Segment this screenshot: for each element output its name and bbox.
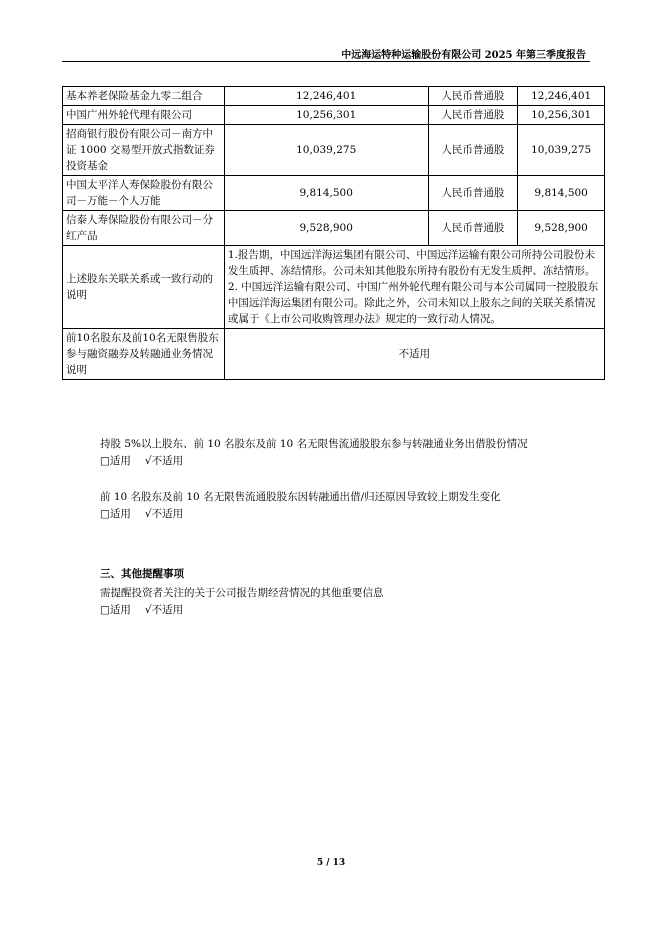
share-type: 人民币普通股 — [428, 106, 518, 125]
holder-name: 中国广州外轮代理有限公司 — [63, 106, 225, 125]
table-row — [63, 246, 605, 329]
share-type: 人民币普通股 — [428, 211, 518, 246]
holder-shares: 10,039,275 — [224, 125, 428, 176]
change-options — [100, 506, 501, 523]
table-row — [63, 329, 605, 380]
share-count: 10,256,301 — [518, 106, 605, 125]
relation-label: 上述股东关联关系或一致行动的说明 — [63, 246, 225, 329]
share-count: 10,039,275 — [518, 125, 605, 176]
applicable-checkbox: □适用 — [100, 455, 131, 467]
margin-trading-label: 前10名股东及前10名无限售股东参与融资融券及转融通业务情况说明 — [63, 329, 225, 380]
page-header-title: 中远海运特种运输股份有限公司 2025 年第三季度报告 — [341, 50, 586, 61]
share-type: 人民币普通股 — [428, 87, 518, 106]
other-options — [100, 602, 384, 619]
other-section — [100, 585, 384, 619]
table-row — [63, 87, 605, 106]
applicable-checkbox: □适用 — [100, 508, 131, 520]
relation-description: 1.报告期，中国远洋海运集团有限公司、中国远洋运输有限公司所持公司股份未发生质押、冻结情形。公司未知其他股东所持有股份有无发生质押、冻结情形。 2. 中国远洋运输有限公司、中国广州外轮代理有限公司与本公司属同一控股股东中国远洋海运集团有限公司。除此之外，公司未知以上股东之间的关联关系情况或属于《上市公司收购管理办法》规定的一致行动人情况。 — [224, 246, 604, 329]
not-applicable-checkbox: √不适用 — [144, 455, 184, 467]
share-type: 人民币普通股 — [428, 176, 518, 211]
shareholder-table — [62, 86, 605, 380]
share-count: 9,814,500 — [518, 176, 605, 211]
table-row — [63, 106, 605, 125]
page-number: 5 / 13 — [316, 858, 346, 868]
change-section — [100, 489, 501, 523]
lending-options — [100, 453, 528, 470]
not-applicable-checkbox: √不适用 — [144, 508, 184, 520]
share-type: 人民币普通股 — [428, 125, 518, 176]
holder-shares: 9,528,900 — [224, 211, 428, 246]
holder-name: 中国太平洋人寿保险股份有限公司－万能－个人万能 — [63, 176, 225, 211]
header-divider — [62, 61, 590, 62]
table-row — [63, 125, 605, 176]
table-row — [63, 211, 605, 246]
section-heading: 三、其他提醒事项 — [100, 568, 184, 580]
holder-name: 招商银行股份有限公司－南方中证 1000 交易型开放式指数证券投资基金 — [63, 125, 225, 176]
holder-shares: 10,256,301 — [224, 106, 428, 125]
holder-shares: 9,814,500 — [224, 176, 428, 211]
margin-trading-value: 不适用 — [224, 329, 604, 380]
share-count: 9,528,900 — [518, 211, 605, 246]
not-applicable-checkbox: √不适用 — [144, 604, 184, 616]
table-row — [63, 176, 605, 211]
lending-section — [100, 436, 528, 470]
holder-shares: 12,246,401 — [224, 87, 428, 106]
applicable-checkbox: □适用 — [100, 604, 131, 616]
holder-name: 基本养老保险基金九零二组合 — [63, 87, 225, 106]
holder-name: 信泰人寿保险股份有限公司－分红产品 — [63, 211, 225, 246]
other-text: 需提醒投资者关注的关于公司报告期经营情况的其他重要信息 — [100, 587, 384, 599]
lending-text: 持股 5%以上股东、前 10 名股东及前 10 名无限售流通股股东参与转融通业务出借股份情况 — [100, 438, 528, 450]
share-count: 12,246,401 — [518, 87, 605, 106]
change-text: 前 10 名股东及前 10 名无限售流通股股东因转融通出借/归还原因导致较上期发生变化 — [100, 491, 501, 503]
